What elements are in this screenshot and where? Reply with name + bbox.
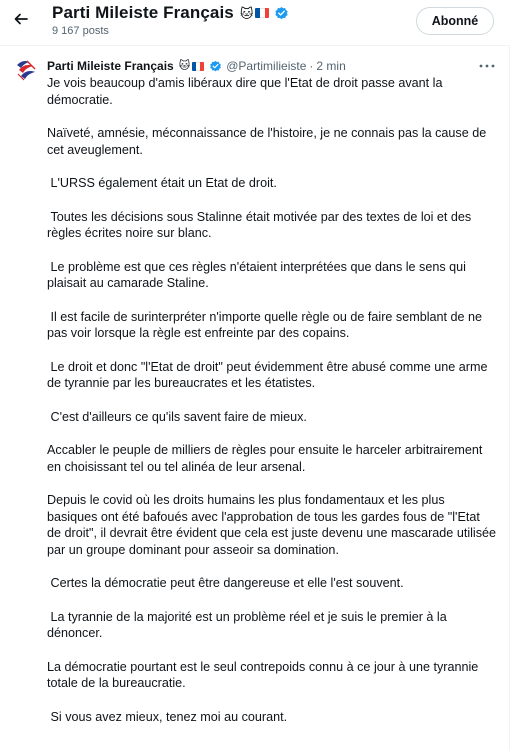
back-button[interactable] (6, 4, 36, 34)
tweet-paragraph: Le droit et donc "l'Etat de droit" peut évidemment être abusé comme une arme de tyrannie par les bureaucrates et les étatistes. (47, 359, 491, 390)
party-logo-icon (12, 56, 40, 84)
french-flag-icon (255, 8, 269, 18)
french-flag-icon (192, 62, 204, 71)
more-options-button[interactable] (479, 56, 495, 72)
more-horizontal-icon (479, 63, 495, 69)
separator-dot: · (309, 59, 314, 73)
cat-with-crown-icon: 🐱 (178, 59, 191, 72)
header-title-row (52, 2, 289, 24)
tweet-paragraph: La démocratie pourtant est le seul contrepoids connu à ce jour à une tyrannie totale de la bureaucratie. (47, 659, 482, 690)
tweet-paragraph: Certes la démocratie peut être dangereuse et elle l'est souvent. (47, 576, 404, 590)
tweet-paragraph: C'est d'ailleurs ce qu'ils savent faire de mieux. (47, 409, 307, 424)
verified-badge-icon (209, 60, 222, 73)
avatar[interactable] (12, 56, 40, 84)
tweet-paragraph: Naïveté, amnésie, méconnaissance de l'histoire, je ne connais pas la cause de cet aveuglement. (47, 126, 490, 157)
tweet-paragraph: Toutes les décisions sous Stalinne était motivée par des textes de loi et des règles écrites noire sur blanc. (47, 209, 475, 240)
name-badges (240, 6, 290, 21)
profile-name: Parti Mileiste Français (52, 3, 234, 22)
tweet-paragraph: Accabler le peuple de milliers de règles pour ensuite le harceler arbitrairement en choisissant tel ou tel alinéa de leur arsenal. (47, 443, 486, 474)
author-badges (179, 60, 222, 73)
tweet-paragraph: L'URSS également était un Etat de droit. (47, 176, 277, 190)
author-name[interactable]: Parti Mileiste Français (47, 59, 174, 73)
tweet-text (47, 75, 500, 742)
tweet-paragraph: Si vous avez mieux, tenez moi au courant. (47, 709, 288, 724)
cat-with-crown-icon: 🐱 (239, 5, 254, 21)
tweet-paragraph: La tyrannie de la majorité est un problème réel et je suis le premier à la dénoncer. (47, 609, 451, 640)
posts-count: 9 167 posts (52, 25, 109, 37)
tweet[interactable] (0, 46, 510, 750)
tweet-timestamp[interactable]: 2 min (316, 59, 346, 73)
following-button[interactable]: Abonné (416, 7, 494, 35)
tweet-paragraph: Je vois beaucoup d'amis libéraux dire que l'Etat de droit passe avant la démocratie. (47, 76, 446, 107)
tweet-paragraph: Il est facile de surinterpréter n'importe quelle règle ou de faire semblant de ne pas voir lorsque la règle est enfreinte par des copains. (47, 309, 486, 340)
verified-badge-icon (274, 6, 289, 21)
profile-header (0, 0, 510, 46)
arrow-left-icon (13, 11, 29, 27)
author-handle[interactable]: @Partimilieiste (226, 59, 307, 73)
tweet-paragraph: Le problème est que ces règles n'étaient interprétées que dans le sens qui plaisait au camarade Staline. (47, 259, 470, 290)
tweet-paragraph: Depuis le covid où les droits humains les plus fondamentaux et les plus basiques ont été bafoués avec l'approbation de tous les gardes fous de "l'Etat de droit", il devrait être évident que cela est juste devenu une mascarade utilisée par un groupe dominant pour asseoir sa domination. (47, 493, 500, 557)
tweet-header (47, 58, 346, 74)
